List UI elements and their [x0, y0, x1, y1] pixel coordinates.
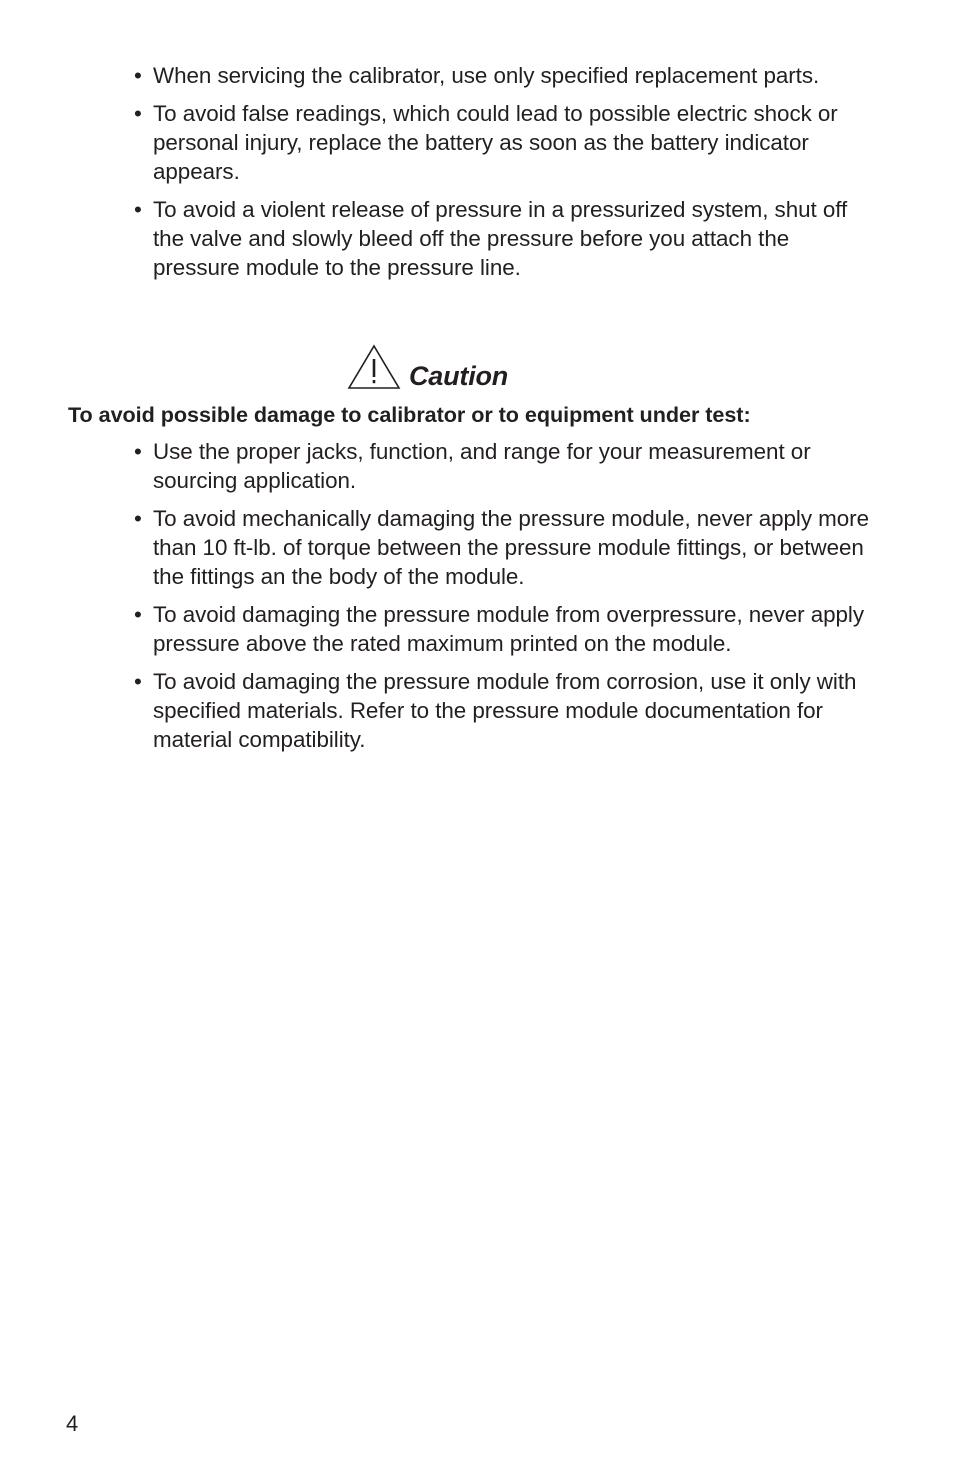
warning-triangle-icon: [347, 344, 401, 390]
caution-intro: To avoid possible damage to calibrator or to equipment under test:: [68, 402, 751, 427]
bullet-icon: •: [134, 439, 142, 464]
bullet-icon: •: [134, 101, 142, 127]
list-item: [134, 505, 874, 591]
list-item: [134, 668, 874, 754]
warning-bullet-list: [134, 62, 874, 292]
list-item-text: Use the proper jacks, function, and range for your measurement or sourcing application.: [153, 439, 811, 493]
list-item-text: To avoid a violent release of pressure in a pressurized system, shut off the valve and slowly bleed off the pressure before you attach the pressure module to the pressure line.: [153, 197, 848, 280]
bullet-icon: •: [134, 506, 142, 532]
caution-heading: [347, 340, 508, 390]
list-item: [134, 196, 874, 282]
list-item-text: When servicing the calibrator, use only specified replacement parts.: [153, 63, 820, 88]
list-item: [134, 438, 874, 496]
list-item-text: To avoid false readings, which could lead to possible electric shock or personal injury, replace the battery as soon as the battery indicator appears.: [153, 101, 838, 184]
list-item: [134, 100, 874, 186]
list-item-text: To avoid damaging the pressure module from corrosion, use it only with specified materials. Refer to the pressure module documentation for material compatibility.: [153, 669, 857, 752]
caution-bullet-list: [134, 438, 874, 764]
bullet-icon: •: [134, 197, 142, 223]
bullet-icon: •: [134, 601, 142, 627]
list-item-text: To avoid damaging the pressure module from overpressure, never apply pressure above the rated maximum printed on the module.: [153, 601, 864, 656]
list-item: [134, 62, 874, 91]
page-number: 4: [66, 1411, 79, 1436]
list-item-text: To avoid mechanically damaging the pressure module, never apply more than 10 ft-lb. of torque between the pressure module fittings, or between the fittings an the body of the module.: [153, 506, 869, 589]
bullet-icon: •: [134, 63, 142, 88]
bullet-icon: •: [134, 669, 142, 695]
list-item: [134, 601, 874, 659]
caution-title: Caution: [409, 361, 509, 391]
